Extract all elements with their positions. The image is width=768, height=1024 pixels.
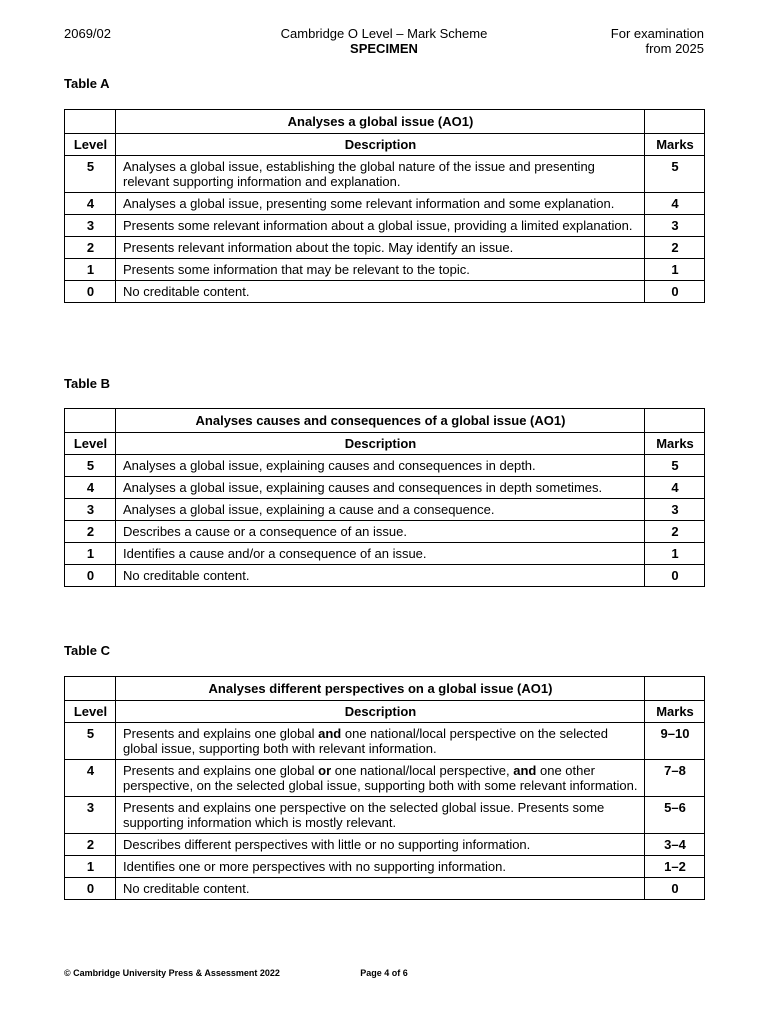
marks-cell: 1–2	[645, 856, 705, 878]
level-cell: 5	[65, 723, 116, 760]
level-cell: 5	[65, 455, 116, 477]
emphasis-and: and	[513, 763, 537, 778]
marks-cell: 9–10	[645, 723, 705, 760]
table-row	[65, 477, 705, 499]
table-a-title-row	[65, 110, 705, 134]
marks-header: Marks	[645, 433, 705, 455]
header-title-block	[64, 26, 704, 56]
page-header	[64, 26, 704, 60]
level-cell: 0	[65, 565, 116, 587]
table-row	[65, 797, 705, 834]
paper-code: 2069/02	[64, 26, 111, 41]
description-cell	[115, 760, 644, 797]
description-cell: No creditable content.	[115, 565, 644, 587]
description-cell: Analyses a global issue, explaining causes and consequences in depth sometimes.	[115, 477, 644, 499]
description-cell: No creditable content.	[115, 281, 644, 303]
table-b-title: Analyses causes and consequences of a global issue (AO1)	[115, 409, 644, 433]
marks-cell: 0	[645, 281, 705, 303]
page-number: Page 4 of 6	[360, 968, 408, 978]
table-row	[65, 543, 705, 565]
table-b-header-row	[65, 433, 705, 455]
marks-header: Marks	[645, 701, 705, 723]
table-row	[65, 156, 705, 193]
description-cell	[115, 723, 644, 760]
level-cell: 3	[65, 499, 116, 521]
level-cell: 0	[65, 281, 116, 303]
description-cell: Presents and explains one perspective on the selected global issue. Presents some supporting information which is mostly relevant.	[115, 797, 644, 834]
marks-cell: 3	[645, 499, 705, 521]
table-c-title-row	[65, 677, 705, 701]
table-b-title-row	[65, 409, 705, 433]
description-text: Presents and explains one global	[122, 763, 319, 778]
level-cell: 3	[65, 215, 116, 237]
table-a-header-row	[65, 134, 705, 156]
emphasis-and: and	[318, 726, 342, 741]
description-cell: Describes different perspectives with little or no supporting information.	[115, 834, 644, 856]
table-b-title-spacer	[65, 409, 116, 433]
table-c-title-spacer-right	[645, 677, 705, 701]
table-row	[65, 259, 705, 281]
exam-date-block	[611, 26, 704, 56]
level-cell: 5	[65, 156, 116, 193]
description-cell: Presents relevant information about the topic. May identify an issue.	[115, 237, 644, 259]
emphasis-or: or	[318, 763, 332, 778]
level-header: Level	[65, 433, 116, 455]
marks-cell: 0	[645, 878, 705, 900]
table-row	[65, 237, 705, 259]
marks-cell: 7–8	[645, 760, 705, 797]
description-cell: Analyses a global issue, explaining causes and consequences in depth.	[115, 455, 644, 477]
marks-cell: 4	[645, 193, 705, 215]
level-cell: 4	[65, 477, 116, 499]
level-cell: 2	[65, 521, 116, 543]
description-header: Description	[115, 134, 644, 156]
table-row	[65, 193, 705, 215]
description-cell: Identifies one or more perspectives with no supporting information.	[115, 856, 644, 878]
level-header: Level	[65, 701, 116, 723]
marks-cell: 5–6	[645, 797, 705, 834]
description-cell: Presents some relevant information about a global issue, providing a limited explanation.	[115, 215, 644, 237]
table-row	[65, 856, 705, 878]
marks-cell: 4	[645, 477, 705, 499]
marks-cell: 5	[645, 156, 705, 193]
level-cell: 1	[65, 259, 116, 281]
description-cell: Analyses a global issue, explaining a cause and a consequence.	[115, 499, 644, 521]
table-b-title-spacer-right	[645, 409, 705, 433]
level-cell: 4	[65, 193, 116, 215]
specimen-label: SPECIMEN	[350, 41, 418, 56]
table-row	[65, 455, 705, 477]
description-cell: Analyses a global issue, establishing the global nature of the issue and presenting relevant supporting information and explanation.	[115, 156, 644, 193]
table-row	[65, 521, 705, 543]
description-header: Description	[115, 433, 644, 455]
marks-cell: 3–4	[645, 834, 705, 856]
table-c-title: Analyses different perspectives on a global issue (AO1)	[115, 677, 644, 701]
marks-cell: 3	[645, 215, 705, 237]
marks-cell: 5	[645, 455, 705, 477]
table-row	[65, 760, 705, 797]
level-cell: 2	[65, 237, 116, 259]
table-b-label: Table B	[64, 376, 110, 391]
table-row	[65, 878, 705, 900]
table-a-label: Table A	[64, 76, 110, 91]
marks-cell: 2	[645, 521, 705, 543]
marks-cell: 2	[645, 237, 705, 259]
exam-line-1: For examination	[610, 26, 704, 41]
level-cell: 4	[65, 760, 116, 797]
table-c	[64, 676, 705, 900]
copyright-notice: © Cambridge University Press & Assessment 2022	[64, 968, 280, 978]
table-row	[65, 281, 705, 303]
marks-cell: 1	[645, 259, 705, 281]
table-a-title-spacer-right	[645, 110, 705, 134]
table-a	[64, 109, 705, 303]
table-row	[65, 834, 705, 856]
table-a-title-spacer	[65, 110, 116, 134]
description-text: one other perspective, on the selected global issue, supporting both with some relevant information.	[122, 763, 638, 793]
description-cell: No creditable content.	[115, 878, 644, 900]
marks-cell: 0	[645, 565, 705, 587]
level-cell: 1	[65, 543, 116, 565]
description-cell: Identifies a cause and/or a consequence of an issue.	[115, 543, 644, 565]
table-row	[65, 565, 705, 587]
table-row	[65, 723, 705, 760]
table-a-title: Analyses a global issue (AO1)	[115, 110, 644, 134]
description-cell: Describes a cause or a consequence of an issue.	[115, 521, 644, 543]
level-cell: 3	[65, 797, 116, 834]
level-cell: 1	[65, 856, 116, 878]
marks-header: Marks	[645, 134, 705, 156]
table-row	[65, 499, 705, 521]
table-c-header-row	[65, 701, 705, 723]
table-b	[64, 408, 705, 587]
description-text: one national/local perspective,	[331, 763, 514, 778]
level-cell: 0	[65, 878, 116, 900]
description-header: Description	[115, 701, 644, 723]
marks-cell: 1	[645, 543, 705, 565]
description-text: Presents and explains one global	[122, 726, 319, 741]
table-c-label: Table C	[64, 643, 110, 658]
level-cell: 2	[65, 834, 116, 856]
table-c-title-spacer	[65, 677, 116, 701]
description-cell: Analyses a global issue, presenting some relevant information and some explanation.	[115, 193, 644, 215]
description-cell: Presents some information that may be relevant to the topic.	[115, 259, 644, 281]
header-title: Cambridge O Level – Mark Scheme	[280, 26, 488, 41]
description-text: one national/local perspective on the selected global issue, supporting both with relevant information.	[122, 726, 608, 756]
table-row	[65, 215, 705, 237]
level-header: Level	[65, 134, 116, 156]
exam-line-2: from 2025	[645, 41, 704, 56]
